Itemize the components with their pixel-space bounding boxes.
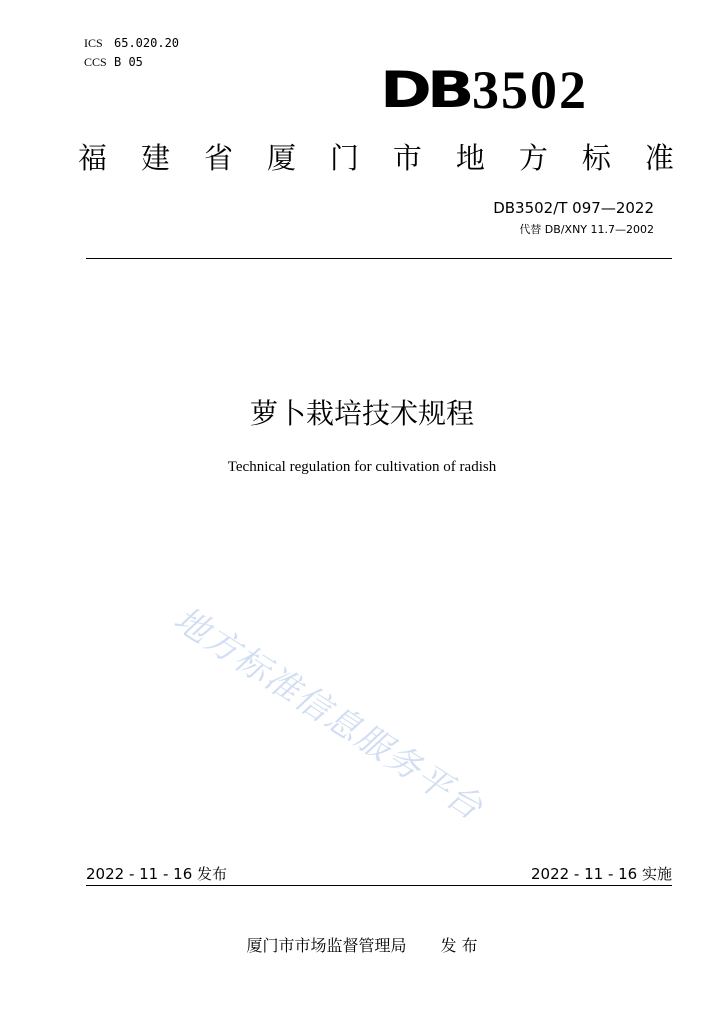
issuer-action: 发 布: [440, 936, 478, 955]
replaces-standard: 代替 DB/XNY 11.7—2002: [519, 223, 654, 236]
document-title-en: Technical regulation for cultivation of radish: [227, 459, 497, 475]
footer-divider: [86, 885, 672, 886]
db-logo: [380, 62, 620, 118]
issuer: [0, 935, 724, 957]
standard-type-char: 省: [203, 141, 233, 175]
standard-type-char: 地: [455, 141, 485, 175]
standard-type-char: 标: [581, 141, 611, 175]
standard-type-char: 福: [78, 141, 108, 175]
ics-classification: [84, 36, 179, 50]
db-logo-code: 3502: [472, 60, 588, 120]
standard-type-title: [78, 138, 674, 178]
issuer-name: 厦门市市场监督管理局: [246, 936, 407, 955]
standard-type-char: 门: [329, 141, 359, 175]
header-divider: [86, 258, 672, 259]
standard-type-char: 方: [518, 141, 548, 175]
watermark: 地方标准信息服务平台: [167, 600, 490, 828]
ccs-code: B 05: [114, 55, 143, 69]
standard-type-char: 建: [140, 141, 170, 175]
standard-type-char: 厦: [266, 141, 296, 175]
standard-type-char: 市: [392, 141, 422, 175]
implementation-date: 2022 - 11 - 16 实施: [530, 865, 672, 883]
ics-label: ICS: [84, 36, 103, 50]
issue-date: 2022 - 11 - 16 发布: [86, 865, 228, 883]
ccs-label: CCS: [84, 55, 107, 69]
document-title-zh: 萝卜栽培技术规程: [249, 397, 474, 430]
ics-code: 65.020.20: [114, 36, 180, 50]
standard-number: DB3502/T 097—2022: [493, 199, 654, 217]
ccs-classification: [84, 55, 143, 69]
standard-type-char: 准: [644, 141, 674, 175]
db-logo-prefix: DB: [380, 61, 470, 119]
